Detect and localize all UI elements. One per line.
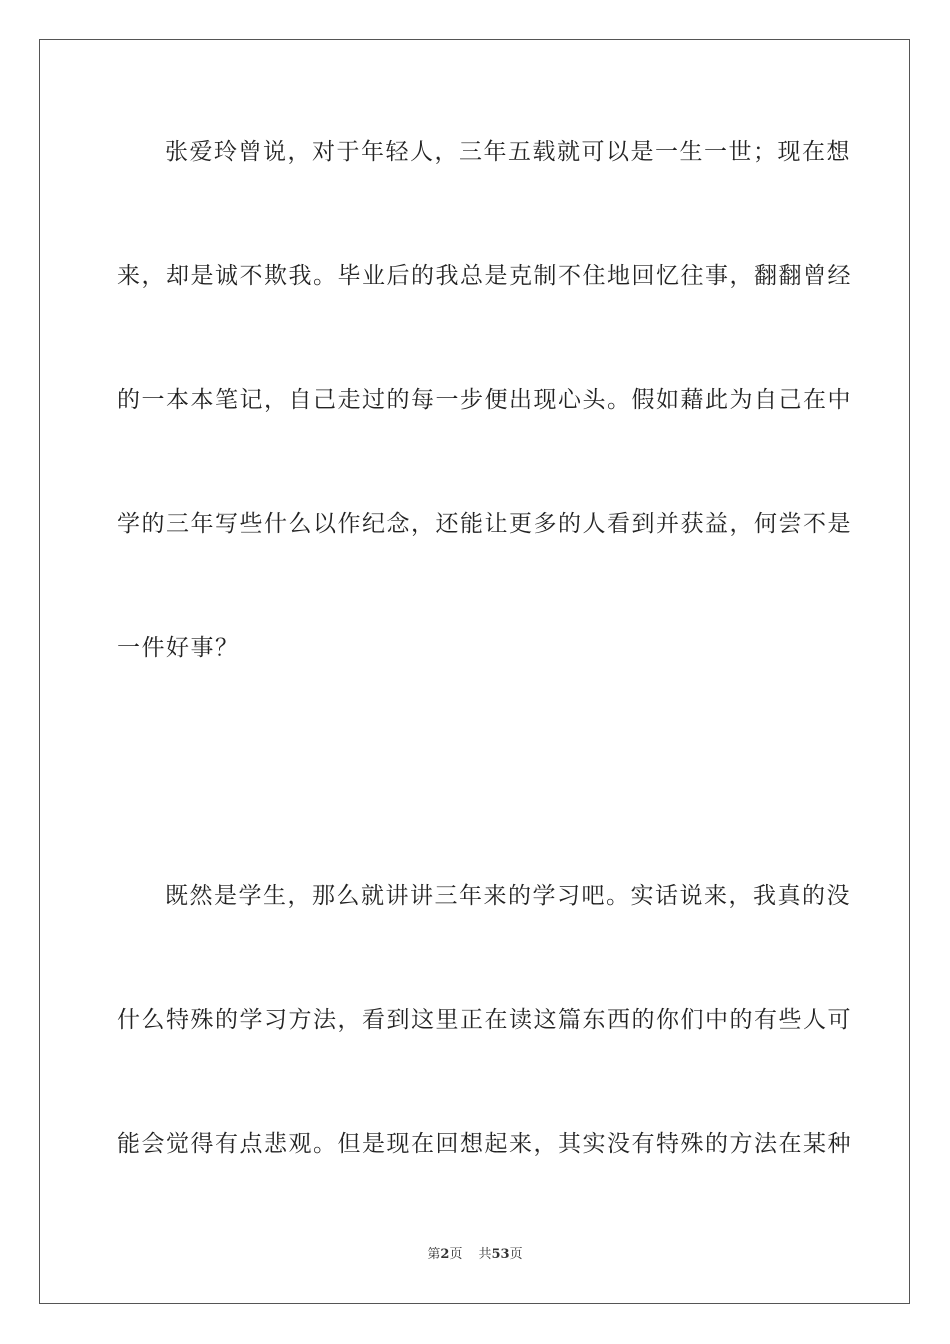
page-footer <box>0 1247 950 1263</box>
paragraph-2-line-3: 能会觉得有点悲观。但是现在回想起来，其实没有特殊的方法在某种 <box>117 1131 852 1157</box>
page-number: 2 <box>440 1247 450 1262</box>
page-prefix: 第 <box>427 1247 441 1262</box>
paragraph-1-line-1: 张爱玲曾说，对于年轻人，三年五载就可以是一生一世；现在想 <box>165 139 851 165</box>
page-border <box>39 39 910 1304</box>
paragraph-1-line-3: 的一本本笔记，自己走过的每一步便出现心头。假如藉此为自己在中 <box>117 387 852 413</box>
paragraph-1-line-2: 来，却是诚不欺我。毕业后的我总是克制不住地回忆往事，翻翻曾经 <box>117 263 852 289</box>
paragraph-1-line-4: 学的三年写些什么以作纪念，还能让更多的人看到并获益，何尝不是 <box>117 511 852 537</box>
page-suffix: 页 <box>449 1247 463 1262</box>
total-pages: 53 <box>491 1247 510 1262</box>
paragraph-2-line-1: 既然是学生，那么就讲讲三年来的学习吧。实话说来，我真的没 <box>165 883 851 909</box>
total-prefix: 共 <box>478 1247 492 1262</box>
paragraph-1-line-5: 一件好事？ <box>117 635 240 661</box>
paragraph-2-line-2: 什么特殊的学习方法，看到这里正在读这篇东西的你们中的有些人可 <box>117 1007 852 1033</box>
total-suffix: 页 <box>509 1247 523 1262</box>
